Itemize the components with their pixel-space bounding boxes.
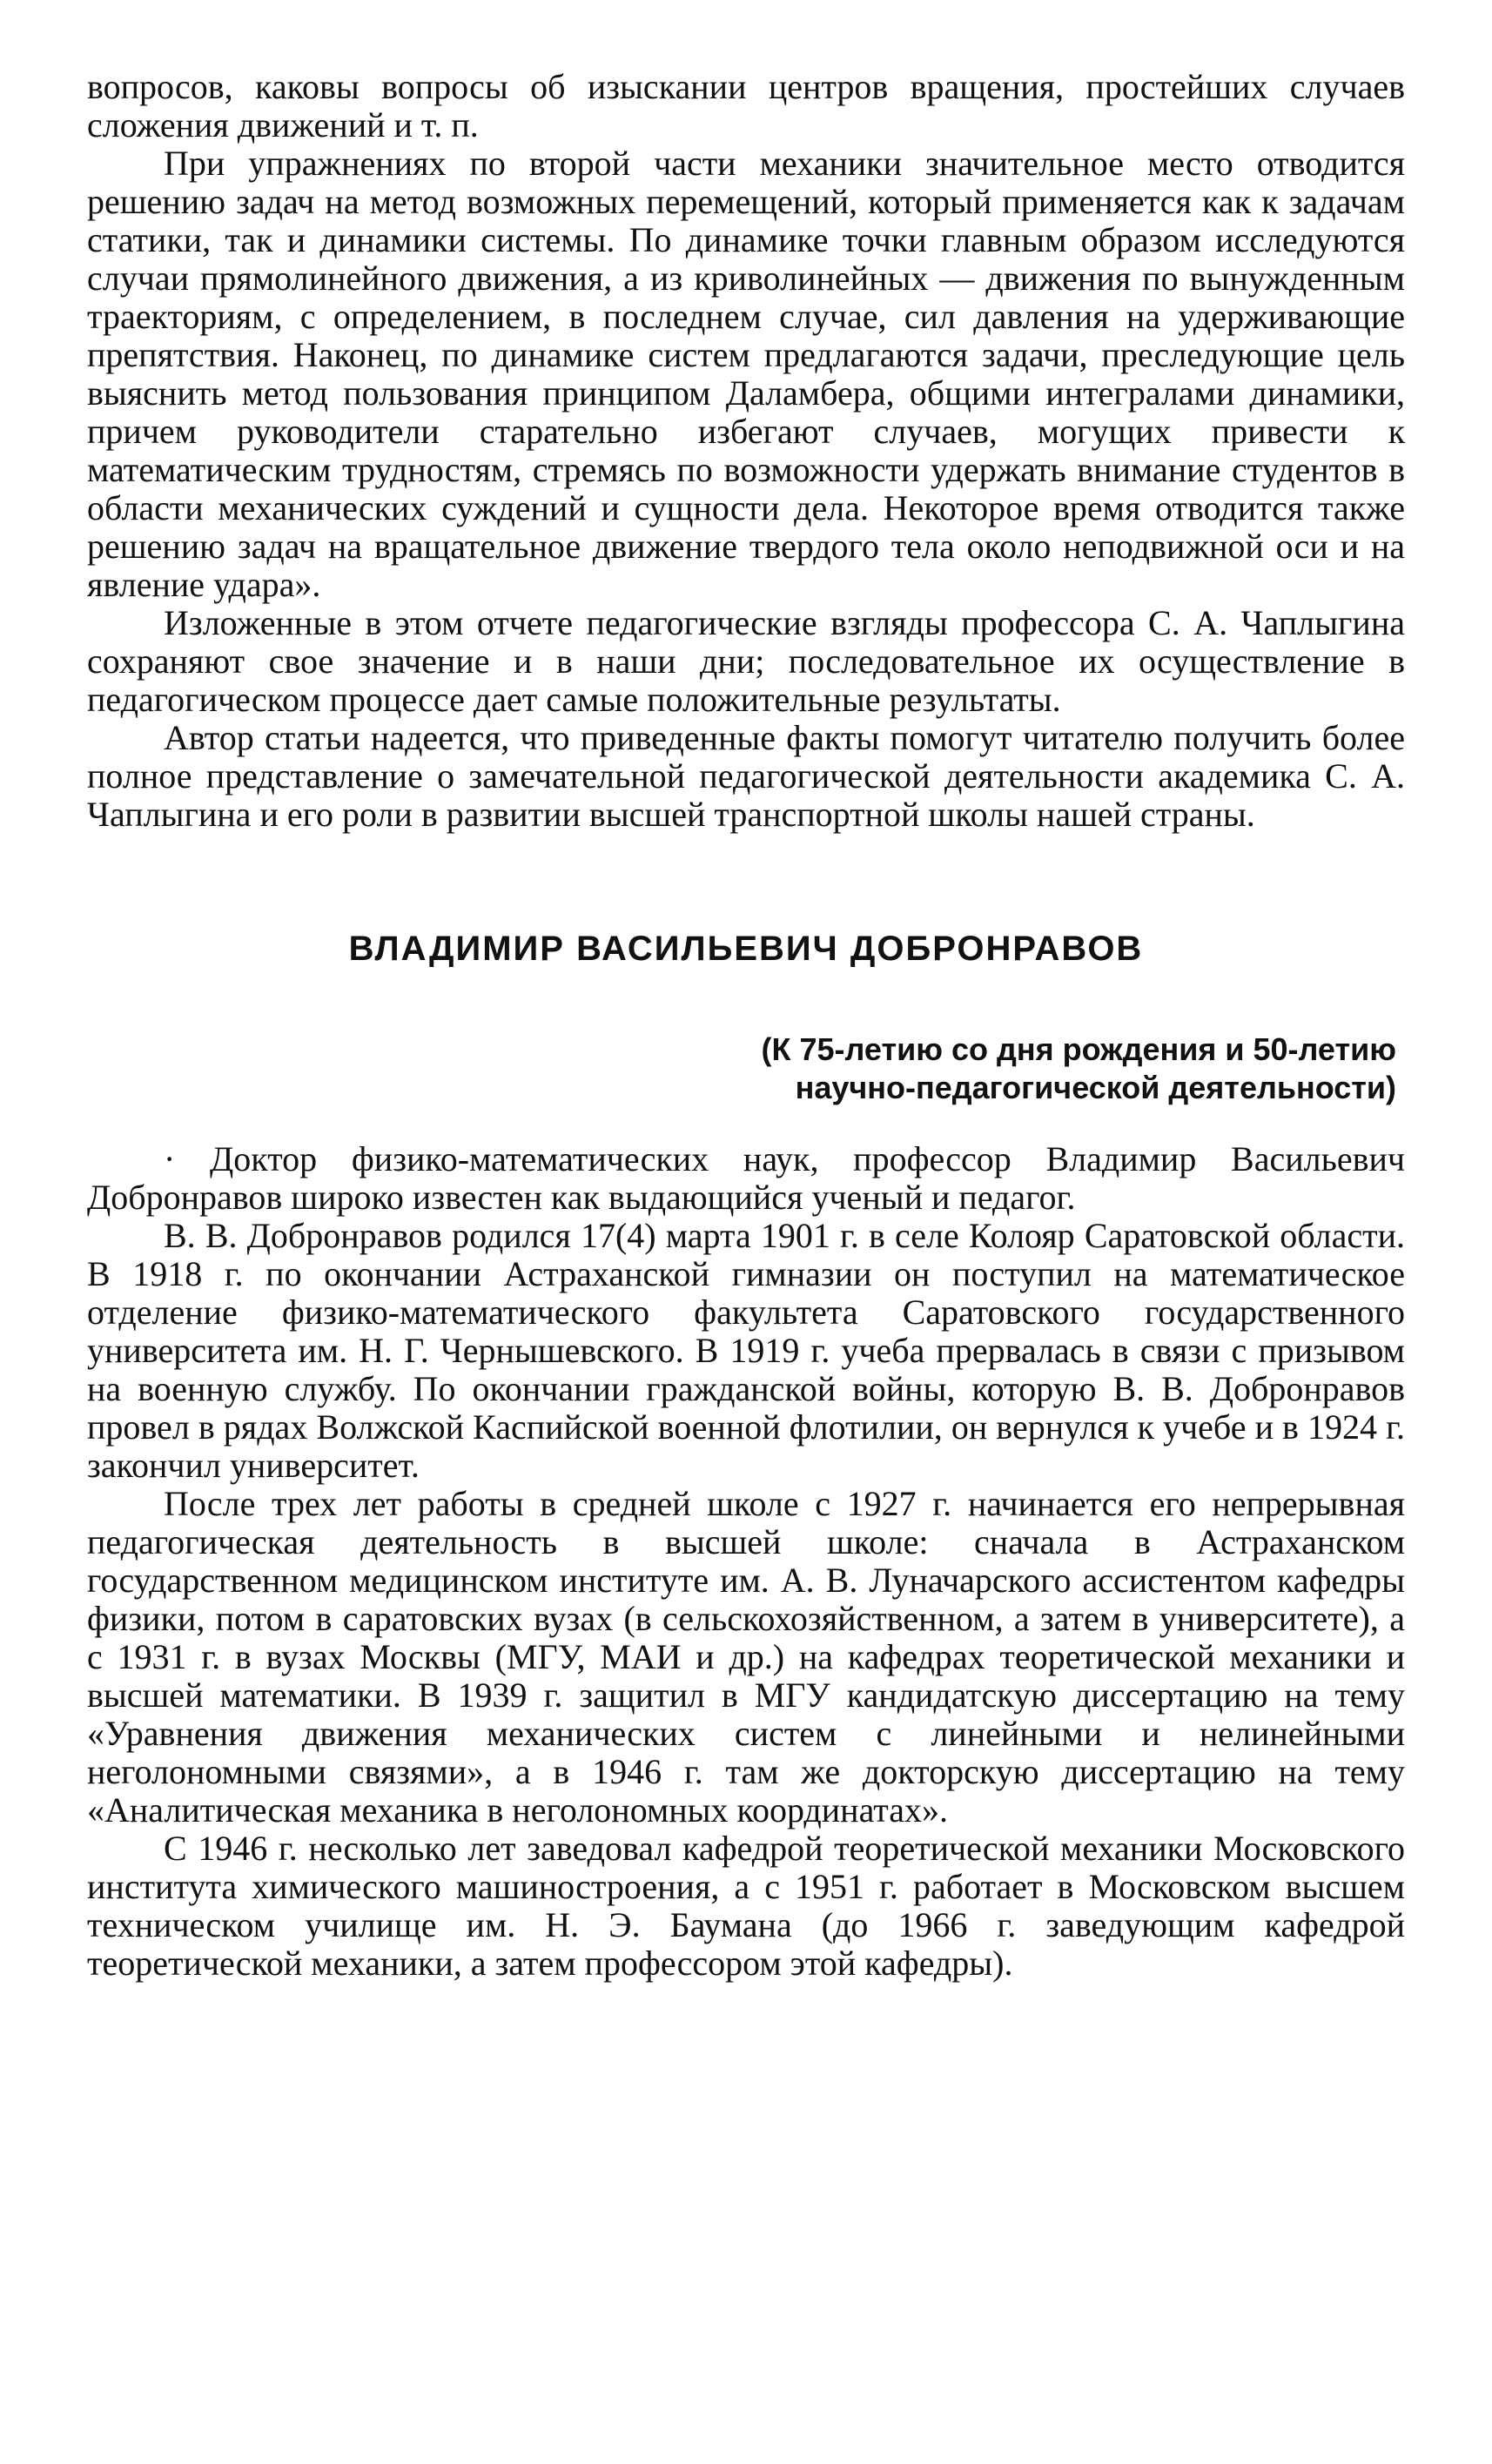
paragraph-continuation: вопросов, каковы вопросы об изыскании центров вращения, простейших случаев сложения движений и т. п. — [87, 67, 1405, 144]
section-gap — [87, 834, 1405, 928]
subtitle-line-2: научно-педагогической деятельности) — [795, 1070, 1396, 1105]
paragraph-teaching-career: После трех лет работы в средней школе с 1927 г. начинается его непрерывная педагогическая деятельность в высшей школе: сначала в Астраханском государственном медицинском институте им. А. В. Луначарского ассистентом кафедры физики, потом в саратовских вузах (в сельскохозяйственном, а затем в университете), а с 1931 г. в вузах Москвы (МГУ, МАИ и др.) на кафедрах теоретической механики и высшей математики. В 1939 г. защитил в МГУ кандидатскую диссертацию на тему «Уравнения движения механических систем с линейными и нелинейными неголономными связями», а в 1946 г. там же докторскую диссертацию на тему «Аналитическая механика в неголономных координатах». — [87, 1484, 1405, 1830]
paragraph-exercises-mechanics: При упражнениях по второй части механики значительное место отводится решению задач на метод возможных перемещений, который применяется как к задачам статики, так и динамики системы. По динамике точки главным образом исследуются случаи прямолинейного движения, а из криволинейных — движения по вынужденным траекториям, с определением, в последнем случае, сил давления на удерживающие препятствия. Наконец, по динамике систем предлагаются задачи, преследующие цель выяснить метод пользования принципом Даламбера, общими интегралами динамики, причем руководители старательно избегают случаев, могущих привести к математическим трудностям, стремясь по возможности удержать внимание студентов в области механических суждений и сущности дела. Некоторое время отводится также решению задач на вращательное движение твердого тела около неподвижной оси и на явление удара». — [87, 144, 1405, 604]
paragraph-department-head: С 1946 г. несколько лет заведовал кафедрой теоретической механики Московского института химического машиностроения, а с 1951 г. работает в Московском высшем техническом училище им. Н. Э. Баумана (до 1966 г. заведующим кафедрой теоретической механики, а затем профессором этой кафедры). — [87, 1829, 1405, 1983]
paragraph-intro: · Доктор физико-математических наук, профессор Владимир Васильевич Добронравов широко известен как выдающийся ученый и педагог. — [87, 1139, 1405, 1217]
document-page — [87, 68, 1405, 1983]
paragraph-author-conclusion: Автор статьи надеется, что приведенные факты помогут читателю получить более полное представление о замечательной педагогической деятельности академика С. А. Чаплыгина и его роли в развитии высшей транспортной школы нашей страны. — [87, 718, 1405, 834]
paragraph-biography: В. В. Добронравов родился 17(4) марта 1901 г. в селе Колояр Саратовской области. В 1918 г. по окончании Астраханской гимназии он поступил на математическое отделение физико-математического факультета Саратовского государственного университета им. Н. Г. Чернышевского. В 1919 г. учеба прервалась в связи с призывом на военную службу. По окончании гражданской войны, которую В. В. Добронравов провел в рядах Волжской Каспийской военной флотилии, он вернулся к учебе и в 1924 г. закончил университет. — [87, 1216, 1405, 1485]
article-title: ВЛАДИМИР ВАСИЛЬЕВИЧ ДОБРОНРАВОВ — [348, 930, 1144, 968]
paragraph-pedagogical-views: Изложенные в этом отчете педагогические взгляды профессора С. А. Чаплыгина сохраняют свое значение и в наши дни; последовательное их осуществление в педагогическом процессе дает самые положительные результаты. — [87, 603, 1405, 719]
subtitle-line-1: (К 75-летию со дня рождения и 50-летию — [761, 1031, 1396, 1067]
article-subtitle — [87, 1031, 1405, 1107]
